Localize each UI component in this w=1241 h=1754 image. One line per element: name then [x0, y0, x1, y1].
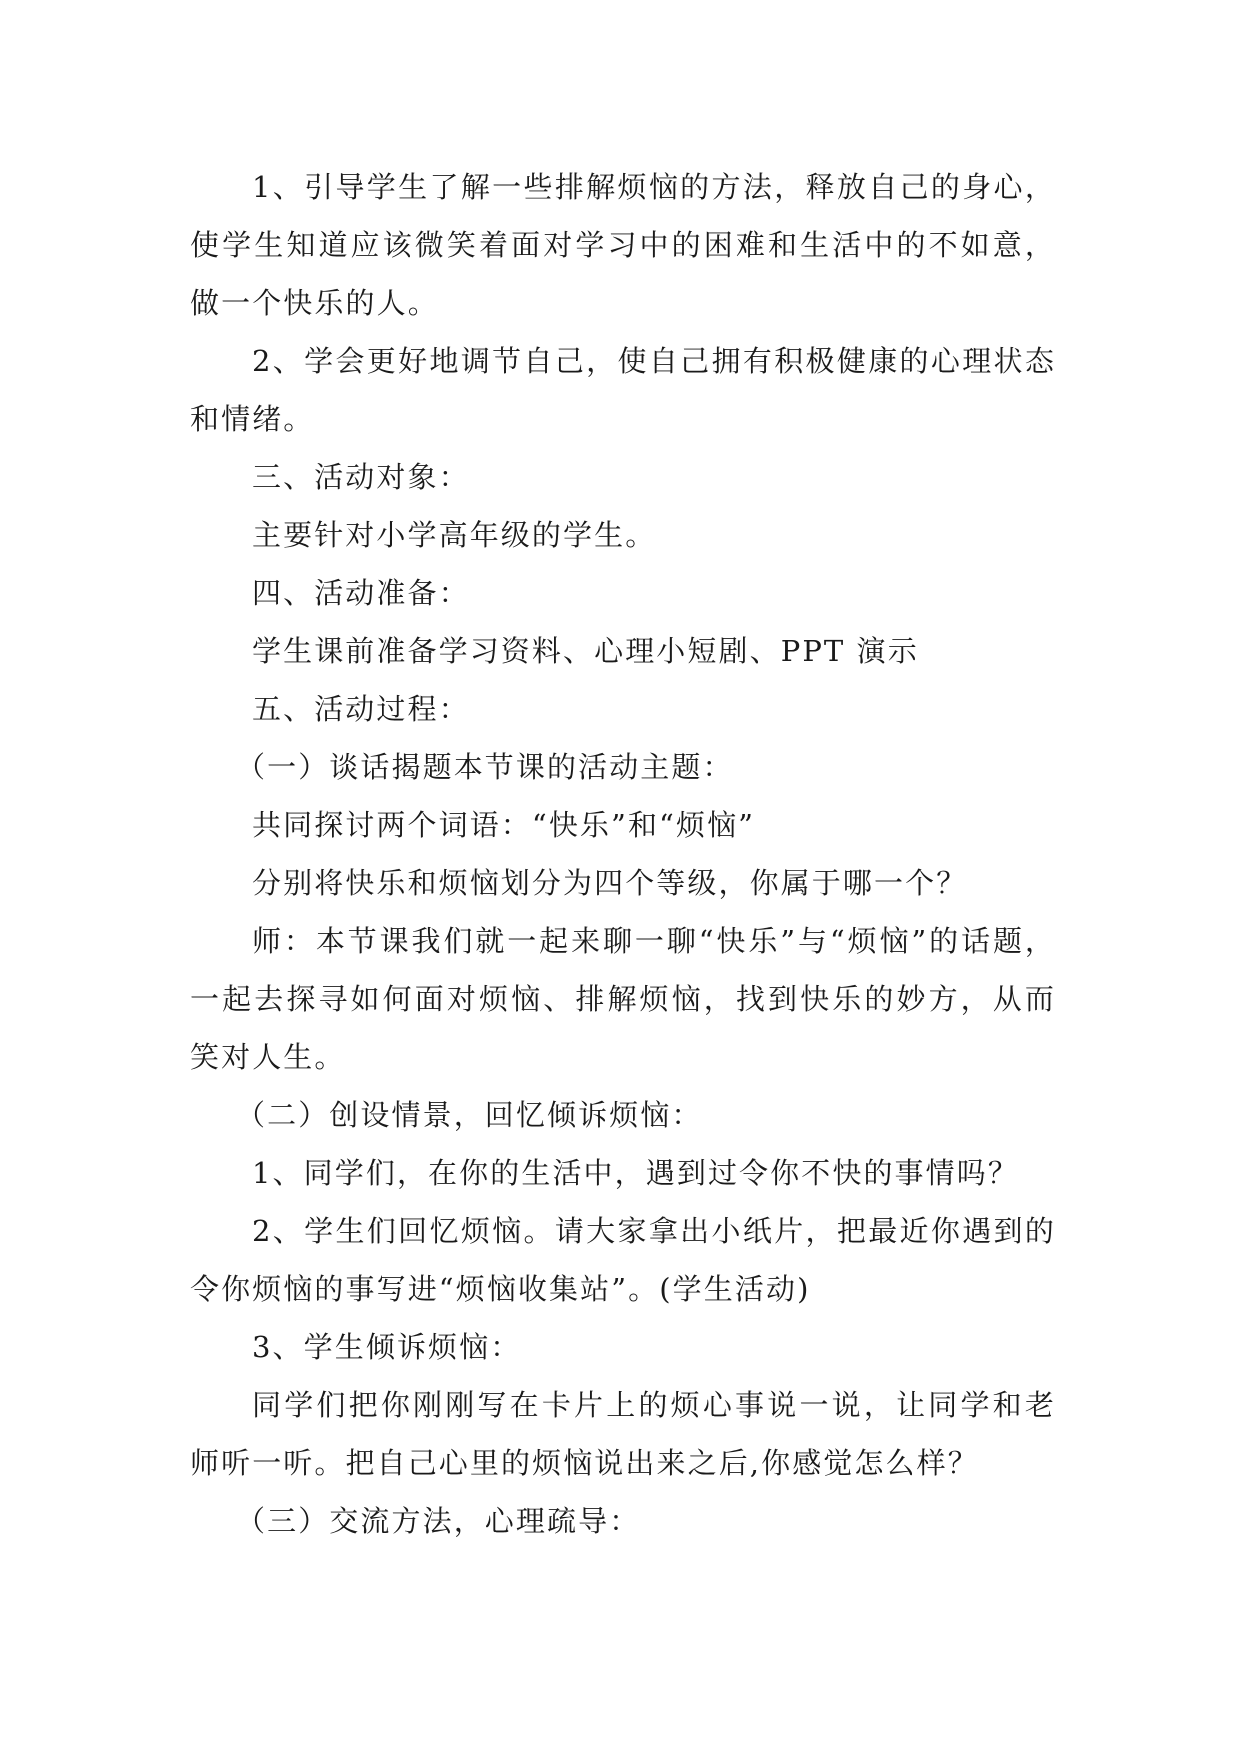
paragraph-step-3: 3、学生倾诉烦恼： — [252, 1330, 522, 1364]
heading-activity-process: 五、活动过程： — [252, 692, 470, 726]
heading-activity-preparation: 四、活动准备： — [252, 576, 470, 610]
paragraph-step-2: 2、学生们回忆烦恼。请大家拿出小纸片，把最近你遇到的令你烦恼的事写进“烦恼收集站”。(学生活动) — [190, 1214, 1056, 1306]
paragraph-four-levels: 分别将快乐和烦恼划分为四个等级，你属于哪一个？ — [252, 866, 968, 900]
paragraph-goal-2: 2、学会更好地调节自己，使自己拥有积极健康的心理状态和情绪。 — [190, 344, 1056, 436]
subheading-part-3: （三）交流方法，心理疏导： — [236, 1504, 641, 1538]
subheading-part-1: （一）谈话揭题本节课的活动主题： — [236, 750, 734, 784]
subheading-part-2: （二）创设情景，回忆倾诉烦恼： — [236, 1098, 703, 1132]
paragraph-share-worries: 同学们把你刚刚写在卡片上的烦心事说一说，让同学和老师听一听。把自己心里的烦恼说出来之后,你感觉怎么样？ — [190, 1388, 1056, 1480]
paragraph-goal-1: 1、引导学生了解一些排解烦恼的方法，释放自己的身心，使学生知道应该微笑着面对学习中的困难和生活中的不如意，做一个快乐的人。 — [190, 170, 1056, 320]
paragraph-activity-target: 主要针对小学高年级的学生。 — [252, 518, 657, 552]
paragraph-discuss-words: 共同探讨两个词语：“快乐”和“烦恼” — [252, 808, 756, 842]
paragraph-teacher-intro: 师：本节课我们就一起来聊一聊“快乐”与“烦恼”的话题，一起去探寻如何面对烦恼、排解烦恼，找到快乐的妙方，从而笑对人生。 — [190, 924, 1056, 1074]
paragraph-step-1: 1、同学们，在你的生活中，遇到过令你不快的事情吗？ — [252, 1156, 1019, 1190]
document-body — [190, 158, 1056, 1550]
paragraph-activity-preparation: 学生课前准备学习资料、心理小短剧、PPT 演示 — [252, 634, 919, 668]
heading-activity-target: 三、活动对象： — [252, 460, 470, 494]
